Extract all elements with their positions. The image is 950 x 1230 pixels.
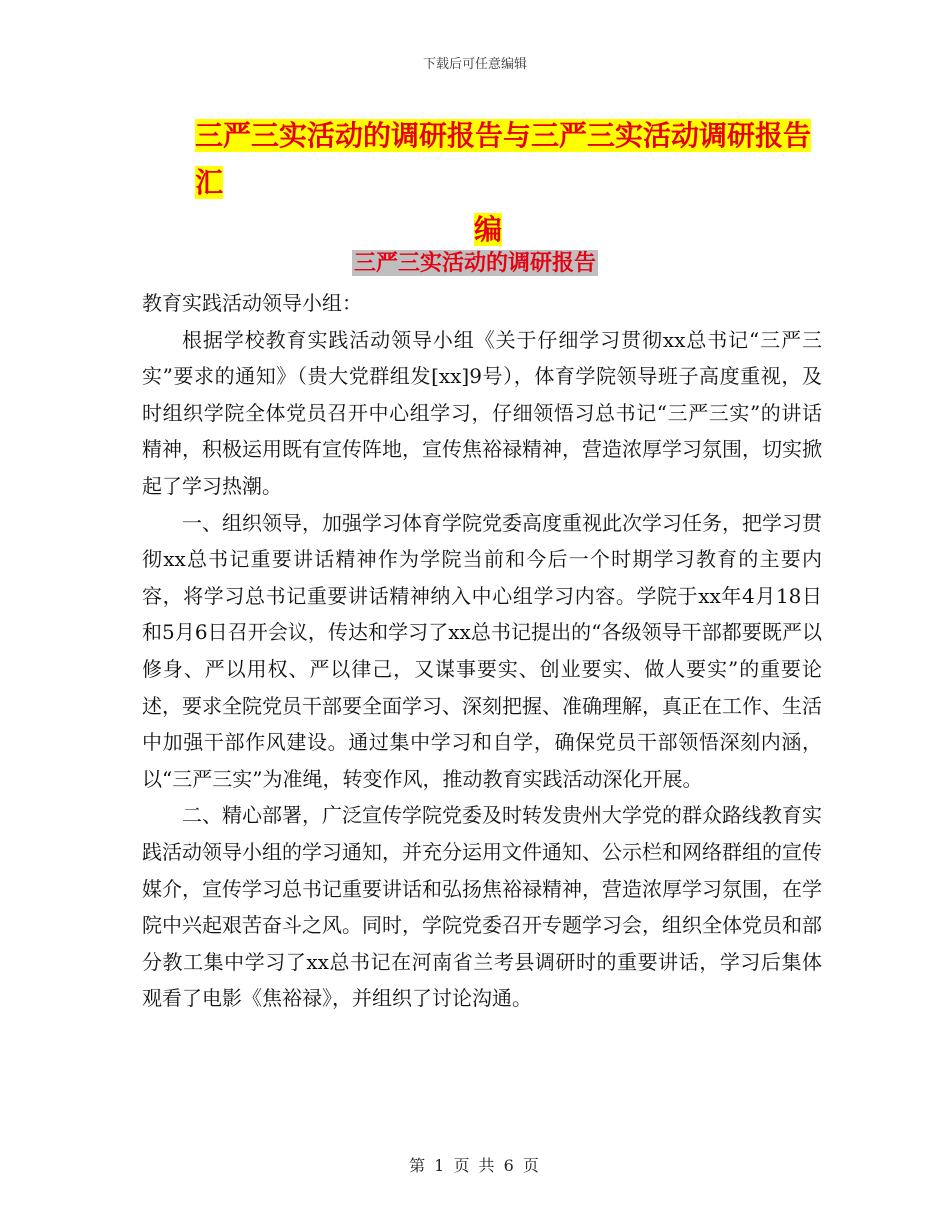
section-title-text: 三严三实活动的调研报告 [353,250,596,276]
document-title-line1: 三严三实活动的调研报告与三严三实活动调研报告汇 [195,119,812,199]
section-title [0,246,950,277]
document-title [195,112,815,253]
salutation: 教育实践活动领导小组： [142,291,362,315]
page-footer: 第 1 页 共 6 页 [409,1156,541,1175]
header-note: 下载后可任意编辑 [422,57,527,72]
document-body [142,285,822,1017]
document-title-line2: 编 [473,213,502,246]
paragraph: 一、组织领导，加强学习体育学院党委高度重视此次学习任务，把学习贯彻xx总书记重要讲话精神作为学院当前和今后一个时期学习教育的主要内容，将学习总书记重要讲话精神纳入中心组学习内容。学院于xx年4月18日和5月6日召开会议，传达和学习了xx总书记提出的“各级领导干部都要既严以修身、严以用权、严以律己，又谋事要实、创业要实、做人要实”的重要论述，要求全院党员干部要全面学习、深刻把握、准确理解，真正在工作、生活中加强干部作风建设。通过集中学习和自学，确保党员干部领悟深刻内涵，以“三严三实”为准绳，转变作风，推动教育实践活动深化开展。 [142,510,822,791]
paragraph: 二、精心部署，广泛宣传学院党委及时转发贵州大学党的群众路线教育实践活动领导小组的学习通知，并充分运用文件通知、公示栏和网络群组的宣传媒介，宣传学习总书记重要讲话和弘扬焦裕禄精神，营造浓厚学习氛围，在学院中兴起艰苦奋斗之风。同时，学院党委召开专题学习会，组织全体党员和部分教工集中学习了xx总书记在河南省兰考县调研时的重要讲话，学习后集体观看了电影《焦裕禄》，并组织了讨论沟通。 [142,803,822,1011]
paragraph: 根据学校教育实践活动领导小组《关于仔细学习贯彻xx总书记“三严三实”要求的通知》（贵大党群组发[xx]9号），体育学院领导班子高度重视，及时组织学院全体党员召开中心组学习，仔细领悟习总书记“三严三实”的讲话精神，积极运用既有宣传阵地，宣传焦裕禄精神，营造浓厚学习氛围，切实掀起了学习热潮。 [142,327,822,498]
